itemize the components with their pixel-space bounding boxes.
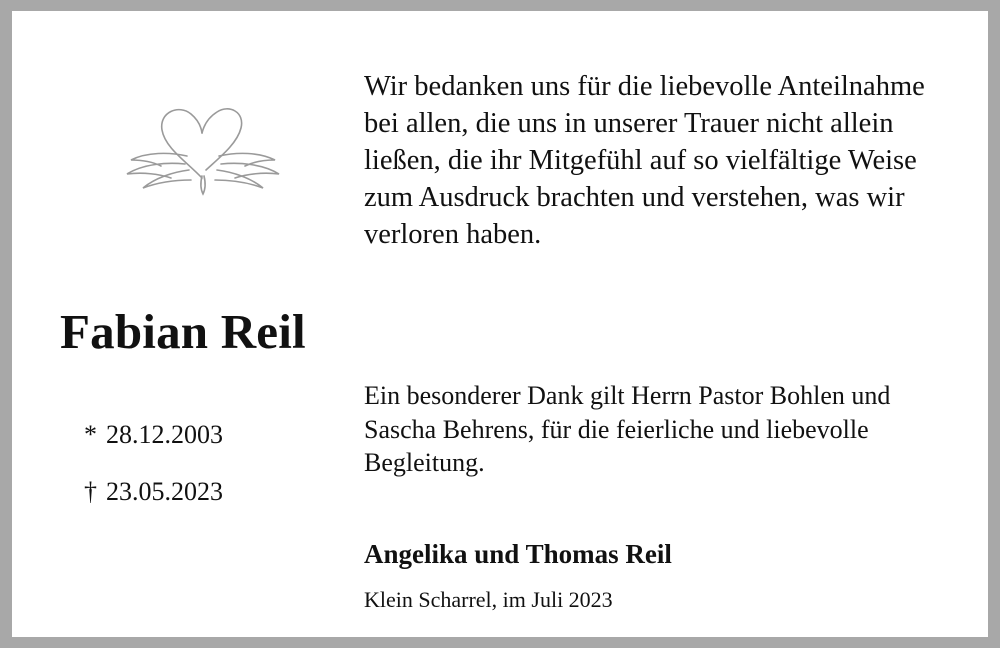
deceased-name: Fabian Reil	[60, 304, 306, 359]
right-column	[364, 11, 964, 637]
death-symbol: †	[84, 477, 97, 506]
signature: Angelika und Thomas Reil	[364, 539, 672, 569]
death-date: 23.05.2023	[106, 477, 223, 506]
left-column	[12, 11, 352, 637]
birth-date: 28.12.2003	[106, 420, 223, 449]
death-date-line	[84, 477, 223, 507]
heart-with-wings-ornament-icon	[107, 96, 297, 196]
place-and-date: Klein Scharrel, im Juli 2023	[364, 587, 613, 612]
birth-date-line	[84, 420, 223, 450]
special-thanks-text: Ein besonderer Dank gilt Herrn Pastor Bohlen und Sascha Behrens, für die feierliche und liebevolle Begleitung.	[364, 381, 891, 478]
birth-symbol: *	[84, 420, 97, 449]
main-text: Wir bedanken uns für die liebevolle Anteilnahme bei allen, die uns in unserer Trauer nicht allein ließen, die ihr Mitgefühl auf so vielfältige Weise zum Ausdruck brachten und verstehen, was wir verloren haben.	[364, 71, 925, 251]
obituary-card	[12, 11, 988, 637]
